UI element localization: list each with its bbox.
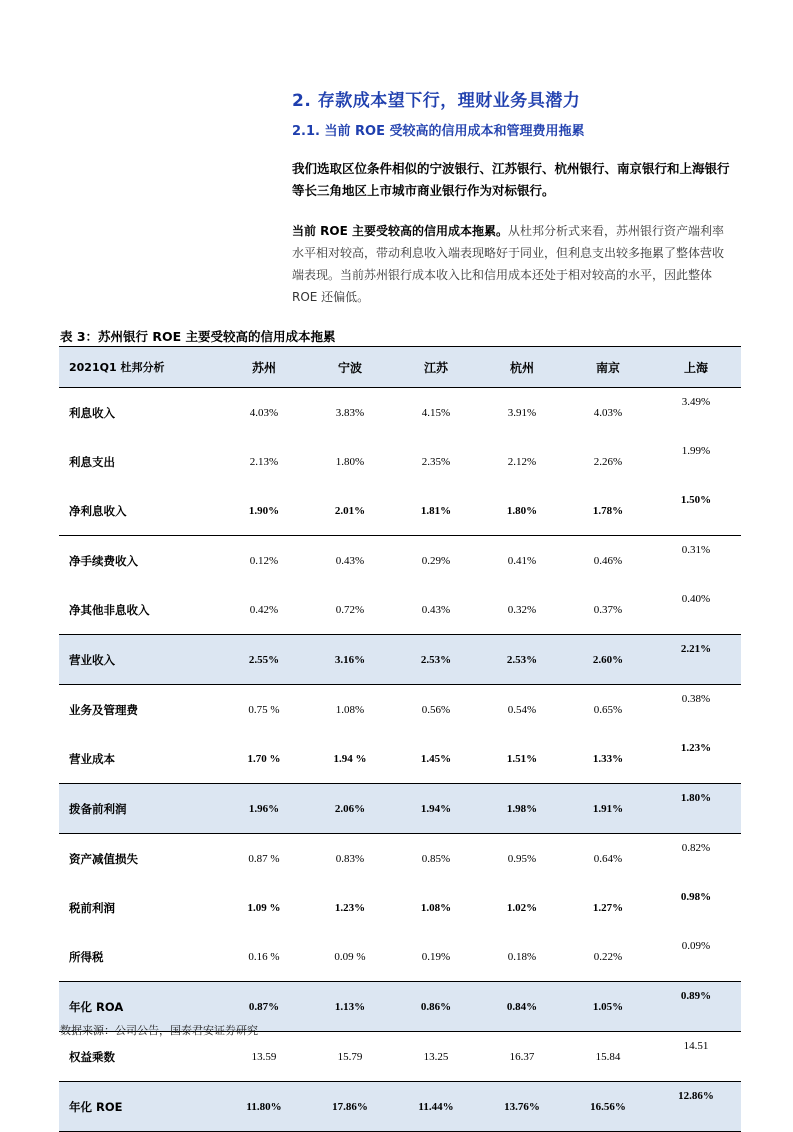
cell: 0.40% xyxy=(681,593,711,605)
table-row xyxy=(59,635,741,685)
cell: 3.91% xyxy=(507,406,537,419)
row-label: 营业收入 xyxy=(59,635,221,685)
analysis-paragraph xyxy=(292,220,732,308)
table-row xyxy=(59,437,741,486)
cell: 1.27% xyxy=(592,901,624,914)
header-nanjing: 南京 xyxy=(565,347,651,388)
table-row xyxy=(59,1082,741,1132)
subsection-heading: 2.1. 当前 ROE 受较高的信用成本和管理费用拖累 xyxy=(292,124,585,139)
cell: 0.41% xyxy=(479,536,565,586)
cell: 0.32% xyxy=(507,603,537,616)
cell: 2.01% xyxy=(334,504,366,517)
analysis-body: 从杜邦分析式来看，苏州银行资产端利率水平相对较高，带动利息收入端表现略好于同业，但利息支出较多拖累了整体营收端表现。当前苏州银行成本收入比和信用成本还处于相对较高的水平，因此整体 ROE 还偏低。 xyxy=(292,224,725,304)
cell: 1.91% xyxy=(565,784,651,834)
cell: 1.96% xyxy=(221,784,307,834)
cell: 3.83% xyxy=(335,406,365,419)
header-suzhou: 苏州 xyxy=(221,347,307,388)
cell: 1.02% xyxy=(506,901,538,914)
row-label: 资产减值损失 xyxy=(59,834,221,884)
cell: 1.98% xyxy=(479,784,565,834)
header-hangzhou: 杭州 xyxy=(479,347,565,388)
header-label: 2021Q1 杜邦分析 xyxy=(59,347,221,388)
row-label: 净利息收入 xyxy=(69,503,127,518)
cell: 1.05% xyxy=(565,982,651,1032)
cell: 0.82% xyxy=(651,834,741,884)
cell: 2.60% xyxy=(565,635,651,685)
table-row xyxy=(59,536,741,586)
cell: 0.19% xyxy=(421,950,451,963)
cell: 0.95% xyxy=(479,834,565,884)
row-label: 净其他非息收入 xyxy=(69,602,150,617)
cell: 0.42% xyxy=(249,603,279,616)
table-row xyxy=(59,784,741,834)
table-row xyxy=(59,685,741,735)
table-row xyxy=(59,585,741,635)
cell: 1.80% xyxy=(651,784,741,834)
cell: 17.86% xyxy=(307,1082,393,1132)
cell: 15.84 xyxy=(565,1032,651,1082)
cell: 13.59 xyxy=(221,1032,307,1082)
row-label: 利息收入 xyxy=(69,405,115,420)
table-row xyxy=(59,883,741,932)
cell: 1.94% xyxy=(393,784,479,834)
cell: 0.18% xyxy=(507,950,537,963)
cell: 1.45% xyxy=(420,752,452,765)
row-label: 业务及管理费 xyxy=(59,685,221,735)
cell: 12.86% xyxy=(651,1082,741,1132)
cell: 0.09 % xyxy=(334,950,366,963)
cell: 2.06% xyxy=(307,784,393,834)
cell: 0.31% xyxy=(651,536,741,586)
header-shanghai: 上海 xyxy=(651,347,741,388)
cell: 4.03% xyxy=(249,406,279,419)
cell: 0.85% xyxy=(393,834,479,884)
cell: 0.29% xyxy=(393,536,479,586)
cell: 1.99% xyxy=(681,445,711,457)
table-row xyxy=(59,932,741,982)
cell: 0.87% xyxy=(221,982,307,1032)
cell: 1.94 % xyxy=(333,752,367,765)
row-label: 权益乘数 xyxy=(59,1032,221,1082)
cell: 0.56% xyxy=(393,685,479,735)
cell: 2.26% xyxy=(593,455,623,468)
cell: 4.15% xyxy=(421,406,451,419)
cell: 0.65% xyxy=(565,685,651,735)
row-label: 净手续费收入 xyxy=(59,536,221,586)
cell: 0.54% xyxy=(479,685,565,735)
cell: 0.12% xyxy=(221,536,307,586)
table-row xyxy=(59,734,741,784)
cell: 1.81% xyxy=(420,504,452,517)
analysis-lead: 当前 ROE 主要受较高的信用成本拖累。 xyxy=(292,224,508,238)
table-caption: 表 3：苏州银行 ROE 主要受较高的信用成本拖累 xyxy=(60,329,336,344)
cell: 16.37 xyxy=(479,1032,565,1082)
cell: 11.44% xyxy=(393,1082,479,1132)
cell: 2.53% xyxy=(479,635,565,685)
table-row xyxy=(59,388,741,438)
row-label: 营业成本 xyxy=(69,751,115,766)
cell: 0.86% xyxy=(393,982,479,1032)
cell: 2.12% xyxy=(507,455,537,468)
cell: 2.21% xyxy=(651,635,741,685)
source-note: 数据来源：公司公告，国泰君安证券研究 xyxy=(60,1024,258,1037)
dupont-table xyxy=(59,346,741,1132)
cell: 0.09% xyxy=(681,940,711,952)
row-label: 利息支出 xyxy=(69,454,115,469)
cell: 15.79 xyxy=(307,1032,393,1082)
cell: 3.49% xyxy=(681,396,711,408)
cell: 0.87 % xyxy=(221,834,307,884)
cell: 0.83% xyxy=(307,834,393,884)
cell: 0.16 % xyxy=(248,950,280,963)
cell: 13.76% xyxy=(479,1082,565,1132)
cell: 1.13% xyxy=(307,982,393,1032)
cell: 1.50% xyxy=(680,494,712,506)
cell: 1.23% xyxy=(680,742,712,754)
cell: 1.70 % xyxy=(247,752,281,765)
header-ningbo: 宁波 xyxy=(307,347,393,388)
cell: 0.22% xyxy=(593,950,623,963)
cell: 1.23% xyxy=(334,901,366,914)
cell: 4.03% xyxy=(593,406,623,419)
table-header-row xyxy=(59,347,741,388)
cell: 2.35% xyxy=(421,455,451,468)
cell: 0.38% xyxy=(651,685,741,735)
cell: 0.84% xyxy=(479,982,565,1032)
cell: 1.78% xyxy=(592,504,624,517)
cell: 1.09 % xyxy=(247,901,281,914)
cell: 1.80% xyxy=(335,455,365,468)
cell: 0.64% xyxy=(565,834,651,884)
row-label: 所得税 xyxy=(69,949,104,964)
table-row xyxy=(59,1032,741,1082)
cell: 0.89% xyxy=(651,982,741,1032)
cell: 3.16% xyxy=(307,635,393,685)
cell: 1.33% xyxy=(592,752,624,765)
cell: 1.90% xyxy=(248,504,280,517)
cell: 0.98% xyxy=(680,891,712,903)
cell: 0.75 % xyxy=(221,685,307,735)
cell: 11.80% xyxy=(221,1082,307,1132)
cell: 1.08% xyxy=(307,685,393,735)
cell: 0.43% xyxy=(421,603,451,616)
table-row xyxy=(59,486,741,536)
cell: 2.13% xyxy=(249,455,279,468)
header-jiangsu: 江苏 xyxy=(393,347,479,388)
cell: 0.43% xyxy=(307,536,393,586)
intro-paragraph: 我们选取区位条件相似的宁波银行、江苏银行、杭州银行、南京银行和上海银行等长三角地区上市城市商业银行作为对标银行。 xyxy=(292,161,730,198)
cell: 1.08% xyxy=(420,901,452,914)
cell: 2.55% xyxy=(221,635,307,685)
section-heading: 2. 存款成本望下行，理财业务具潜力 xyxy=(292,91,581,111)
row-label: 年化 ROA xyxy=(59,982,221,1032)
cell: 0.46% xyxy=(565,536,651,586)
cell: 14.51 xyxy=(651,1032,741,1082)
table-row xyxy=(59,834,741,884)
cell: 13.25 xyxy=(393,1032,479,1082)
cell: 0.37% xyxy=(593,603,623,616)
row-label: 年化 ROE xyxy=(59,1082,221,1132)
cell: 0.72% xyxy=(335,603,365,616)
row-label: 税前利润 xyxy=(69,900,115,915)
cell: 1.80% xyxy=(506,504,538,517)
row-label: 拨备前利润 xyxy=(59,784,221,834)
cell: 16.56% xyxy=(565,1082,651,1132)
cell: 1.51% xyxy=(506,752,538,765)
cell: 2.53% xyxy=(393,635,479,685)
